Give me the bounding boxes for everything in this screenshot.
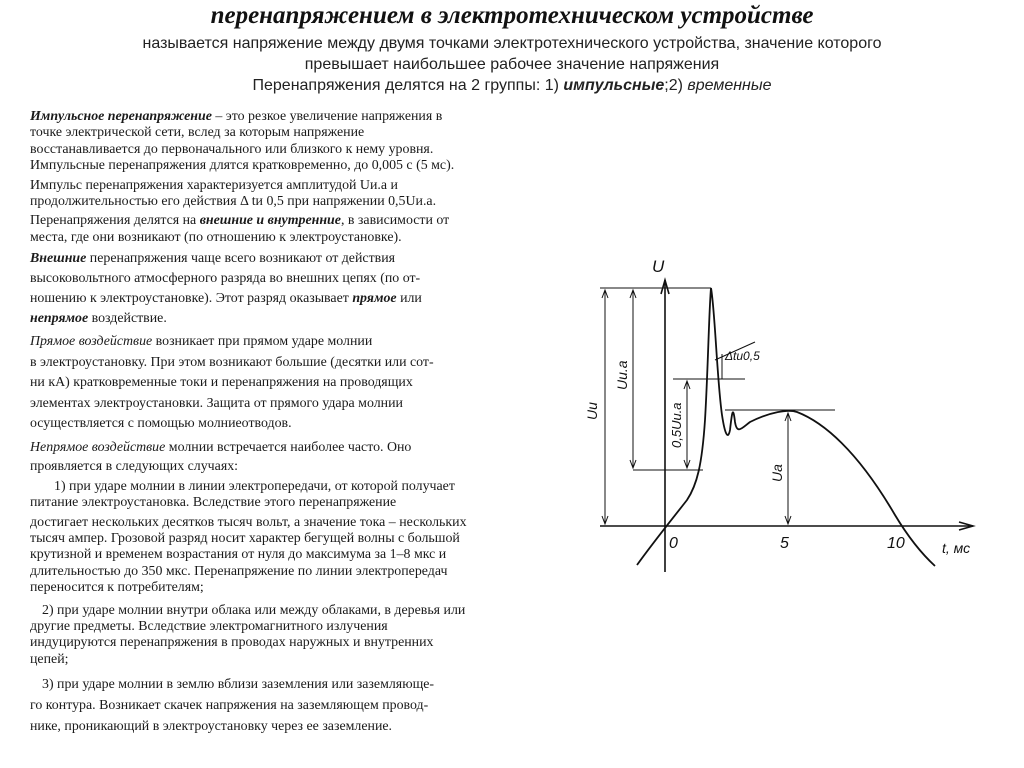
groups-prefix: Перенапряжения делятся на 2 группы: 1) (252, 77, 564, 94)
text-line: длительностью до 350 мкс. Перенапряжение по линии электропередач (30, 563, 448, 579)
text-line: другие предметы. Вследствие электромагнитного излучения (30, 619, 388, 634)
groups-second: временные (687, 77, 772, 94)
case-1 (30, 479, 575, 597)
text-line: 1) при ударе молнии в линии электропередачи, от которой получает (54, 478, 455, 494)
label-uua: Uи.а (614, 360, 630, 390)
term-impulse: Импульсное перенапряжение (30, 109, 212, 124)
text-line: элементах электроустановки. Защита от прямого удара молнии (30, 395, 403, 411)
text-fragment: воздействие. (88, 311, 167, 327)
case-3 (30, 674, 575, 737)
text-line (30, 249, 575, 269)
label-dt: Δtи0,5 (725, 349, 760, 363)
paragraph-external (30, 249, 575, 329)
text-line: в электроустановку. При этом возникают большие (десятки или сот- (30, 354, 434, 370)
text-line: высоковольтного атмосферного разряда во внешних цепях (по от- (30, 271, 421, 287)
groups-line (0, 75, 1024, 96)
overvoltage-impulse-diagram (575, 250, 995, 580)
label-ua: Uа (769, 464, 785, 482)
text-line: нике, проникающий в электроустановку через ее заземление. (30, 719, 393, 735)
text-fragment: Перенапряжения делятся на (30, 213, 200, 229)
text-line: продолжительностью его действия Δ tи 0,5 при напряжении 0,5Uи.а. (30, 194, 437, 210)
text-line: индуцируются перенапряжения в проводах наружных и внутренних (30, 635, 434, 651)
text-line: проявляется в следующих случаях: (30, 458, 239, 474)
tick-0: 0 (669, 535, 678, 552)
text-line (30, 438, 575, 457)
text-line: цепей; (30, 651, 69, 667)
text-fragment: ношению к электроустановке). Этот разряд оказывает (30, 291, 353, 307)
page-title: перенапряжением в электротехническом устройстве (210, 2, 814, 29)
text-line: го контура. Возникает скачек напряжения на заземляющем провод- (30, 698, 429, 714)
term-indirect-impact: Непрямое воздействие (30, 439, 166, 455)
text-line (30, 309, 575, 329)
paragraph-direct (30, 332, 575, 435)
case-2 (30, 603, 575, 669)
text-line (30, 213, 575, 229)
text-line: тысяч ампер. Грозовой разряд носит характер бегущей волны с большой (30, 530, 460, 546)
paragraph-amplitude (30, 178, 575, 211)
label-half: 0,5Uи.а (669, 402, 684, 448)
body-text (30, 109, 575, 740)
text-line: крутизной и временем возрастания от нуля до максимума за 1–8 мкс и (30, 547, 447, 563)
text-line: Импульс перенапряжения характеризуется амплитудой Uи.а и (30, 177, 398, 193)
groups-sep: ;2) (664, 77, 688, 94)
paragraph-groups (30, 213, 575, 246)
text-line: осуществляется с помощью молниеотводов. (30, 416, 292, 432)
text-line: точке электрической сети, вслед за которым напряжение (30, 125, 365, 141)
text-fragment: возникает при прямом ударе молнии (152, 334, 373, 350)
term-direct-impact: Прямое воздействие (30, 334, 153, 350)
text-line (30, 289, 575, 309)
term-direct: прямое (352, 291, 397, 307)
text-fragment: перенапряжения чаще всего возникают от действия (86, 251, 396, 267)
paragraph-indirect (30, 438, 575, 476)
text-line: достигает нескольких десятков тысяч вольт, а значение тока – нескольких (30, 514, 467, 530)
text-line: питание электроустановка. Вследствие этого перенапряжение (30, 495, 397, 511)
text-fragment: – это резкое увеличение напряжения в (211, 109, 443, 124)
text-line: места, где они возникают (по отношению к электроустановке). (30, 229, 402, 245)
term-external: Внешние (30, 251, 87, 267)
text-line: 2) при ударе молнии внутри облака или между облаками, в деревья или (42, 602, 466, 618)
paragraph-impulse (30, 109, 575, 175)
definition-line-2: превышает наибольшее рабочее значение напряжения (304, 56, 720, 73)
text-line: ни кА) кратковременные токи и перенапряжения на проводящих (30, 375, 413, 391)
text-fragment: или (396, 291, 422, 307)
text-fragment: молнии встречается наиболее часто. Оно (165, 439, 412, 455)
y-axis-label: U (652, 257, 665, 276)
groups-first: импульсные (563, 77, 665, 94)
tick-5: 5 (780, 535, 789, 552)
text-fragment: , в зависимости от (340, 213, 450, 229)
definition-line-1: называется напряжение между двумя точками электротехнического устройства, значение которого (142, 35, 882, 52)
x-axis-label: t, мс (942, 540, 971, 556)
text-line (30, 109, 575, 125)
term-external-internal: внешние и внутренние (199, 213, 341, 229)
term-indirect: непрямое (30, 311, 89, 327)
label-uu: Uи (584, 402, 600, 420)
text-line: восстанавливается до первоначального или близкого к нему уровня. (30, 141, 434, 157)
text-line: переносится к потребителям; (30, 580, 204, 596)
definition-block (0, 33, 1024, 96)
text-line: Импульсные перенапряжения длятся кратковременно, до 0,005 с (5 мс). (30, 158, 455, 174)
text-line: 3) при ударе молнии в землю вблизи заземления или заземляюще- (42, 677, 435, 693)
text-line (30, 332, 575, 353)
tick-10: 10 (887, 535, 905, 552)
